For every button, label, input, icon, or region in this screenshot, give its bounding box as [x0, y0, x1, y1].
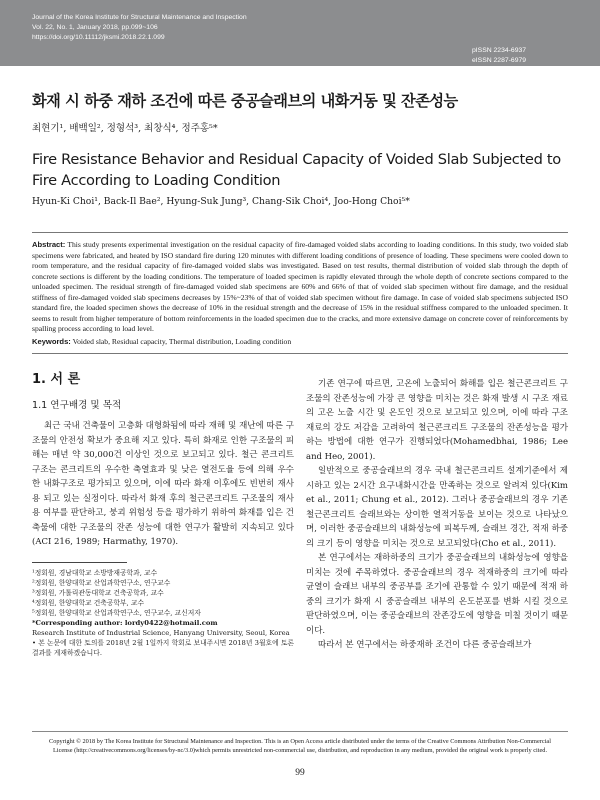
- affiliation: Research Institute of Industrial Science, Hanyang University, Seoul, Korea: [32, 628, 290, 637]
- keywords: [32, 337, 568, 348]
- body-paragraph: 따라서 본 연구에서는 하중재하 조건이 다른 중공슬래브가: [318, 640, 532, 650]
- footnote: ³정회원, 가톨릭관동대학교 건축공학과, 교수: [32, 588, 164, 597]
- body-paragraph: 기존 연구에 따르면, 고온에 노출되어 화해를 입은 철근콘크리트 구조물의 잔존성능에 가장 큰 영향을 미치는 것은 화재 발생 시 구조 재료의 고온 노출 시간 및 온도인 것으로 보고되고 있으며, 이에 따라 구조 재료의 강도 저감을 고려하여 철근콘크리트 구조물의 잔존성능을 평가하는 방법에 대한 연구가 진행되었다(Mohamedbhai, 1986; Lee and Heo, 2001).: [306, 379, 568, 462]
- corresponding-author-email[interactable]: *Corresponding author: lordy0422@hotmail.com: [32, 618, 218, 627]
- footnote: ²정회원, 한양대학교 산업과학연구소, 연구교수: [32, 578, 171, 587]
- section-title: 1. 서 론: [32, 372, 81, 387]
- pissn: pISSN 2234-6937: [472, 47, 527, 54]
- journal-name: Journal of the Korea Institute for Structural Maintenance and Inspection: [32, 14, 247, 21]
- page-number: 99: [295, 768, 305, 778]
- english-authors: Hyun-Ki Choi¹, Back-Il Bae², Hyung-Suk Jung³, Chang-Sik Choi⁴, Joo-Hong Choi⁵*: [32, 196, 410, 207]
- footnote: ⁵정회원, 한양대학교 산업과학연구소, 연구교수, 교신저자: [32, 608, 201, 617]
- abstract-text: This study presents experimental investigation on the residual capacity of fire-damaged voided slabs according to loading conditions. In this study, two voided slab specimens were fabricated, and heated by ISO standard fire during 120 minutes with different loading conditions of presence of loading. These specimens were cooled down to room temperature, and the residual capacity of fire-damaged voided slabs was investigated. Based on test results, thermal distribution of voided slab through the depth of concrete sections is different by the loading conditions. The temperature of loaded specimen is rapidly elevated through the whole depth of concrete sections compared to the unloaded specimen. The residual strength of fire-damaged voided slab specimens are 60% and 66% of that of voided slab specimen without fire damage, and the residual stiffness of fire-damaged voided slab specimens decreases by 15%~23% of that of voided slab specimen without fire damage. In case of voided slab specimens subjected ISO standard fire, the loaded specimen shows the decrease of 10% in the residual strength and the decrease of 15% in the residual stiffness compared to the unloaded specimen. It seems to result from higher temperature of bottom reinforcements in the loaded specimen due to the cracks, and more extensive damage on concrete cover of reinforcements by spalling process according to load level.: [32, 240, 568, 333]
- journal-doi[interactable]: https://doi.org/10.11112/jksmi.2018.22.1.099: [32, 34, 165, 42]
- korean-title: 화재 시 하중 재하 조건에 따른 중공슬래브의 내화거동 및 잔존성능: [32, 92, 458, 110]
- keywords-label: Keywords:: [32, 336, 71, 346]
- journal-info: [32, 13, 247, 44]
- subsection-title: 1.1 연구배경 및 목적: [32, 400, 122, 411]
- discussion-note: • 본 논문에 대한 토의를 2018년 2월 1일까지 학회로 보내주시면 2018년 3월호에 토론결과를 게재하겠습니다.: [32, 638, 294, 657]
- footer-divider: [32, 731, 568, 732]
- footnote: ⁴정회원, 한양대학교 건축공학부, 교수: [32, 598, 145, 607]
- left-column: [32, 371, 294, 658]
- abstract-label: Abstract:: [32, 240, 66, 249]
- footnote: ¹정회원, 경남대학교 소방방재공학과, 교수: [32, 568, 158, 577]
- footnote-divider: [32, 562, 127, 563]
- english-title: Fire Resistance Behavior and Residual Capacity of Voided Slab Subjected to Fire According to Loading Condition: [32, 151, 561, 189]
- korean-authors: 최현기¹, 배백일², 정형석³, 최창식⁴, 정주홍⁵*: [32, 123, 218, 134]
- body-paragraph: 일반적으로 중공슬래브의 경우 국내 철근콘크리트 설계기준에서 제시하고 있는 2시간 요구내화시간을 만족하는 것으로 알려져 있다(Kim et al., 2011; Chung et al., 2012). 그러나 중공슬래브의 경우 기존 철근콘크리트 슬래브와는 상이한 열적거동을 보이는 것으로 나타났으며, 이러한 중공슬래브의 내화성능에 피복두께, 슬래브 경간, 적재 하중의 크기 등이 영향을 미치는 것으로 보고되었다(Cho et al., 2011).: [306, 466, 568, 549]
- journal-volume: Vol. 22, No. 1, January 2018, pp.099~106: [32, 24, 158, 32]
- journal-header-band: [0, 0, 600, 66]
- copyright-notice: Copyright © 2018 by The Korea Institute for Structural Maintenance and Inspection. This is an Open Access article distributed under the terms of the Creative Commons Attribution Non-Commercial License (http://creativecommons.org/licenses/by-nc/3.0)which permits unrestricted non-commercial use, distribution, and reproduction in any medium, provided the original work is properly cited.: [49, 738, 551, 755]
- abstract-box: [32, 232, 568, 354]
- body-paragraph: 최근 국내 건축물이 고층화 대형화됨에 따라 재해 및 재난에 따른 구조물의 안전성 확보가 중요해 지고 있다. 특히 화재로 인한 구조물의 피해는 매년 약 30,000건 이상인 것으로 보고되고 있다. 철근 콘크리트 구조는 콘크리트의 우수한 축열효과 및 낮은 열전도율 등에 의해 우수한 내화구조로 평가되고 있으며, 이에 따라 화재 이후에도 빈번히 재사용 되고 있는 실정이다. 따라서 화재 후의 철근콘크리트 구조물의 재사용 여부를 판단하고, 붕괴 위험성 등을 평가하기 위하여 화재를 입은 건축물에 대한 구조물의 잔존 성능에 대한 연구가 활발히 지속되고 있다(ACI 216, 1989; Harmathy, 1970).: [32, 421, 294, 547]
- body-paragraph: 본 연구에서는 재하하중의 크기가 중공슬래브의 내화성능에 영향을 미치는 것에 주목하였다. 중공슬래브의 경우 적재하중의 크기에 따라 균열이 슬래브 내부의 중공부를 조기에 관통할 수 있기 때문에 적재 하중의 크기가 화재 시 중공슬래브 내부의 온도분포를 변화 시킬 것으로 판단하였으며, 이는 중공슬래브의 잔존강도에 영향을 미칠 것이기 때문이다.: [306, 553, 568, 636]
- right-column: [306, 377, 568, 653]
- footnotes: [32, 568, 294, 658]
- abstract: [32, 240, 568, 335]
- issn-info: [472, 46, 568, 66]
- keywords-text: Voided slab, Residual capacity, Thermal distribution, Loading condition: [72, 336, 292, 346]
- eissn: eISSN 2287-6979: [472, 57, 527, 65]
